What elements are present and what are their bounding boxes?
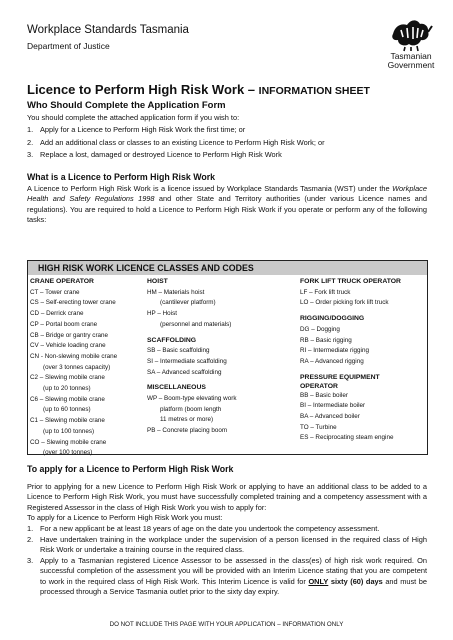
licence-class-line: LO – Order picking fork lift truck — [300, 299, 389, 307]
crane-operator-title: CRANE OPERATOR — [30, 278, 94, 285]
licence-classes-heading-bar — [28, 261, 427, 275]
licence-class-line: CO – Slewing mobile crane — [30, 438, 107, 446]
scaffolding-title: SCAFFOLDING — [147, 336, 197, 344]
licence-class-line: CN - Non-slewing mobile crane — [30, 352, 118, 360]
what-paragraph: A Licence to Perform High Risk Work is a licence issued by Workplace Standards Tasmania (WST) under the Workplace Health and Safety Regulations 1998 and other State and Territory authorities (under various Licence names and regulations). You are required to hold a Licence to Perform High Risk Work if you operate or perform any of the following tasks: — [27, 184, 427, 224]
page-footer: DO NOT INCLUDE THIS PAGE WITH YOUR APPLICATION – INFORMATION ONLY — [109, 621, 344, 628]
who-intro: You should complete the attached application form if you wish to: — [27, 113, 240, 122]
licence-classes-box — [27, 260, 428, 455]
licence-class-line: BI – Intermediate boiler — [300, 402, 366, 410]
title-main: Licence to Perform High Risk Work – — [27, 82, 259, 97]
list-item: 2. Add an additional class or classes to an existing Licence to Perform High Risk Work; or — [27, 137, 325, 147]
logo-text-line2: Government — [387, 60, 435, 70]
licence-class-line: TO – Turbine — [300, 423, 337, 431]
licence-class-line: RB – Basic rigging — [300, 336, 352, 344]
licence-class-line: PB – Concrete placing boom — [147, 427, 228, 435]
pressure-title: PRESSURE EQUIPMENT OPERATOR — [300, 373, 380, 390]
licence-class-line: RA – Advanced rigging — [300, 357, 364, 365]
title-caps: INFORMATION SHEET — [258, 85, 370, 97]
licence-class-line: C2 – Slewing mobile crane — [30, 374, 105, 382]
licence-class-line: DG – Dogging — [300, 325, 340, 333]
department-name: Department of Justice — [27, 41, 110, 51]
licence-class-line: 11 metres or more) — [160, 416, 214, 424]
licence-class-line: HP – Hoist — [147, 310, 177, 318]
who-list — [27, 124, 325, 162]
organisation-name: Workplace Standards Tasmania — [27, 24, 189, 36]
list-item: 1. Apply for a Licence to Perform High Risk Work the first time; or — [27, 125, 246, 134]
hoist-title: HOIST — [147, 278, 168, 285]
who-heading: Who Should Complete the Application Form — [27, 100, 226, 111]
licence-class-line: (over 3 tonnes capacity) — [43, 363, 111, 371]
tasmanian-tiger-icon — [389, 14, 433, 52]
page-title — [27, 82, 370, 97]
licence-class-line: WP – Boom-type elevating work — [147, 395, 237, 403]
licence-class-line: C6 – Slewing mobile crane — [30, 395, 105, 403]
licence-class-line: (cantilever platform) — [160, 299, 216, 307]
licence-class-line: CB – Bridge or gantry crane — [30, 331, 109, 339]
logo-text-line1: Tasmanian — [390, 51, 432, 61]
licence-class-line: BA – Advanced boiler — [300, 413, 360, 421]
licence-class-line: LF – Fork lift truck — [300, 288, 351, 296]
apply-item-2: 2. Have undertaken training in the workplace under the supervision of a person licensed in the required class of High Risk Work or undertake a training course in the required class. — [27, 535, 427, 555]
apply-item-1: 1. For a new applicant be at least 18 years of age on the date you undertook the competency assessment. — [27, 524, 380, 533]
what-heading: What is a Licence to Perform High Risk Work — [27, 172, 216, 182]
licence-class-line: ES – Reciprocating steam engine — [300, 434, 394, 442]
licence-class-line: HM – Materials hoist — [147, 288, 205, 296]
forklift-rigging-pressure-column — [300, 277, 401, 444]
licence-class-line: platform (boom length — [160, 405, 222, 413]
licence-class-line: (personnel and materials) — [160, 320, 232, 328]
tasmanian-government-logo — [376, 14, 446, 70]
apply-must: To apply for a Licence to Perform High Risk Work you must: — [27, 513, 223, 522]
licence-class-line: CD – Derrick crane — [30, 310, 84, 318]
licence-class-line: BB – Basic boiler — [300, 391, 348, 399]
rigging-title: RIGGING/DOGGING — [300, 315, 365, 323]
licence-class-line: SB – Basic scaffolding — [147, 347, 210, 355]
crane-operator-column — [30, 277, 117, 459]
licence-classes-heading: HIGH RISK WORK LICENCE CLASSES AND CODES — [38, 262, 254, 273]
list-item: 3. Replace a lost, damaged or destroyed Licence to Perform High Risk Work — [27, 150, 282, 159]
licence-class-line: CP – Portal boom crane — [30, 320, 98, 328]
licence-class-line: RI – Intermediate rigging — [300, 347, 369, 355]
licence-class-line: CV – Vehicle loading crane — [30, 342, 106, 350]
licence-class-line: C1 – Slewing mobile crane — [30, 417, 105, 425]
licence-class-line: (up to 100 tonnes) — [43, 427, 95, 435]
licence-class-line: (up to 60 tonnes) — [43, 406, 91, 414]
licence-class-line: (up to 20 tonnes) — [43, 385, 91, 393]
licence-class-line: CT – Tower crane — [30, 288, 80, 296]
apply-paragraph: Prior to applying for a new Licence to Perform High Risk Work or applying to have an additional class to be added to a Licence to Perform High Risk Work, you must have successfully completed training and a competency assessment with a Registered Assessor in the class of High Risk Work you wish to apply for: — [27, 482, 427, 512]
licence-class-line: SA – Advanced scaffolding — [147, 368, 222, 376]
apply-item-3: 3. Apply to a Tasmanian registered Licence Assessor to be assessed in the class(es) of high risk work required. On successful completion of the assessment you will be provided with an Interim Licence stating that you are competent to work in the required class of High Risk Work. This Interim Licence is valid for ONLY sixty (60) days and must be processed through a Service Tasmania outlet prior to the sixty day expiry. — [27, 556, 427, 596]
licence-class-line: (over 100 tonnes) — [43, 449, 93, 457]
licence-class-line: SI – Intermediate scaffolding — [147, 357, 227, 365]
forklift-title: FORK LIFT TRUCK OPERATOR — [300, 278, 401, 285]
apply-heading: To apply for a Licence to Perform High Risk Work — [27, 464, 234, 474]
licence-class-line: CS – Self-erecting tower crane — [30, 299, 116, 307]
hoist-scaffolding-misc-column — [147, 277, 236, 437]
miscellaneous-title: MISCELLANEOUS — [147, 384, 206, 392]
